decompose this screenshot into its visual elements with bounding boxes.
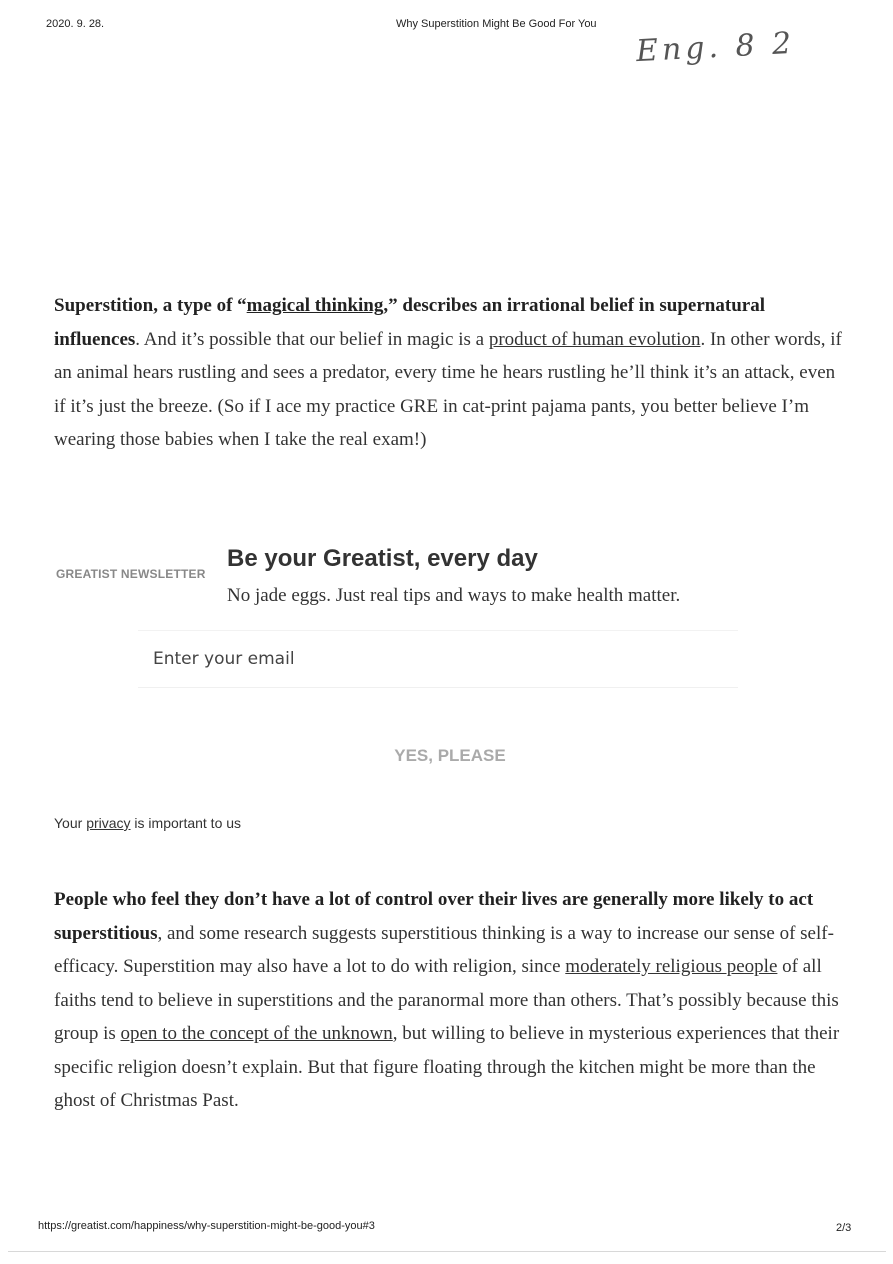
paragraph-2-text-1: , and some research suggests superstitious thinking is a way to increase our sense of self-efficacy. Superstition may also have a lot to do with religion, since [54, 922, 834, 977]
privacy-text-before: Your [54, 815, 87, 831]
article-paragraph-2 [54, 883, 849, 1118]
paragraph-2-text-3: , but willing to believe in mysterious experiences that their specific religion doesn’t explain. But that figure floating through the kitchen might be more than the ghost of Christmas Past. [54, 1023, 840, 1111]
moderately-religious-link[interactable]: moderately religious people [565, 956, 778, 977]
privacy-text-after: is important to us [130, 815, 242, 831]
paragraph-1-text-2: . In other words, if an animal hears rustling and sees a predator, every time he hears rustling he’ll think it’s an attack, even if it’s just the breeze. (So if I ace my practice GRE in cat-print pajama pants, you better believe I’m wearing those babies when I take the real exam!) [54, 328, 842, 450]
handwritten-note: Eng. 8 2 [635, 25, 797, 70]
print-url: https://greatist.com/happiness/why-superstition-might-be-good-you#3 [38, 1220, 375, 1232]
email-input[interactable] [153, 645, 713, 673]
paragraph-1-bold-end: ,” describes an irrational belief in supernatural influences [54, 295, 765, 350]
magical-thinking-link[interactable]: magical thinking [246, 295, 384, 316]
human-evolution-link[interactable]: product of human evolution [488, 328, 701, 350]
privacy-notice [54, 815, 241, 831]
print-page-title: Why Superstition Might Be Good For You [396, 18, 597, 30]
paragraph-2-bold: People who feel they don’t have a lot of control over their lives are generally more likely to act superstitious [54, 889, 814, 944]
newsletter-description: No jade eggs. Just real tips and ways to make health matter. [227, 585, 681, 606]
privacy-link[interactable]: privacy [86, 815, 131, 831]
article-paragraph-1 [54, 289, 849, 457]
newsletter-label: GREATIST NEWSLETTER [56, 567, 206, 581]
paragraph-2-text-2: of all faiths tend to believe in superstitions and the paranormal more than others. That’s possibly because this group is [54, 956, 839, 1044]
scan-edge-divider [8, 1251, 886, 1252]
page-number: 2/3 [836, 1222, 852, 1234]
print-date: 2020. 9. 28. [46, 18, 105, 30]
unknown-concept-link[interactable]: open to the concept of the unknown [120, 1023, 393, 1044]
newsletter-title: Be your Greatist, every day [227, 545, 538, 572]
paragraph-1-text-1: . And it’s possible that our belief in magic is a [135, 328, 489, 350]
paragraph-1-bold-start: Superstition, a type of “ [54, 295, 247, 316]
email-field-container [138, 630, 738, 688]
subscribe-button[interactable]: YES, PLEASE [370, 743, 530, 769]
